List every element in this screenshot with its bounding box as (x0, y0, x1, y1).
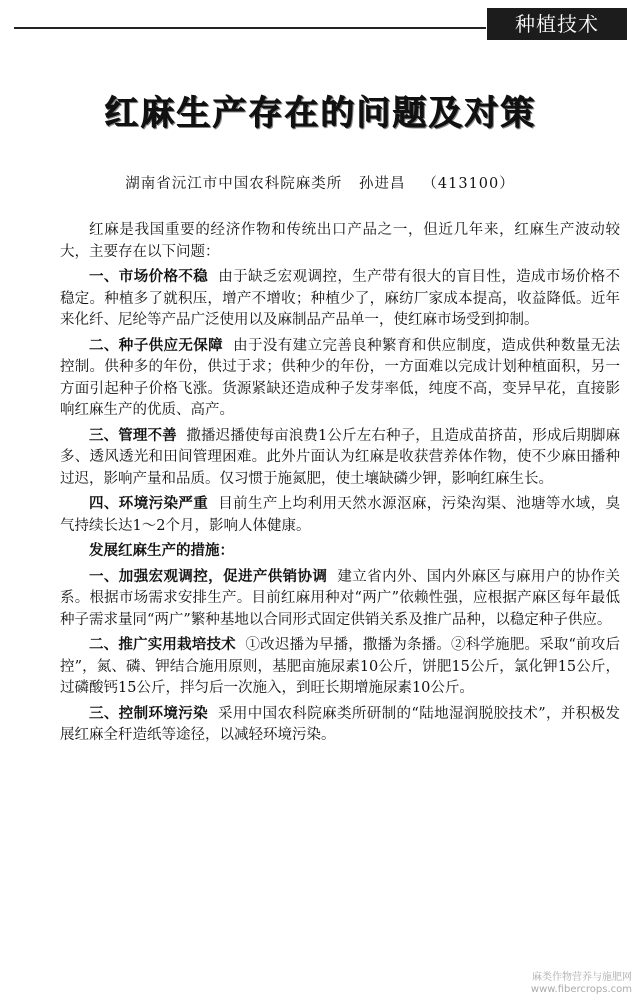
watermark-url: www.fibercrops.com (530, 984, 632, 995)
measure-text: ①改迟播为早播，撒播为条播。②科学施肥。采取“前攻后控”，氮、磷、钾结合施用原则，基肥亩施尿素10公斤，饼肥15公斤，氯化钾15公斤，过磷酸钙15公斤，拌匀后一次施入，到旺长期增施尿素10公斤。 (60, 637, 620, 696)
measures-heading: 发展红麻生产的措施： (89, 543, 234, 559)
problem-paragraph (60, 426, 620, 491)
problem-paragraph (60, 336, 620, 422)
problem-text: 撒播迟播使每亩浪费1公斤左右种子，且造成苗挤苗，形成后期脚麻多、透风透光和田间管理困难。此外片面认为红麻是收获营养体作物，使不少麻田播种过迟，影响产量和品质。仅习惯于施氮肥，使土壤缺磷少钾，影响红麻生长。 (60, 427, 621, 487)
problem-text: 由于缺乏宏观调控，生产带有很大的盲目性，造成市场价格不稳定。种植多了就积压，增产不增收；种植少了，麻纺厂家成本提高，收益降低。近年来化纤、尼纶等产品广泛使用以及麻制品产品单一，使红麻市场受到抑制。 (60, 269, 621, 328)
problem-text: 目前生产上均利用天然水源沤麻，污染沟渠、池塘等水域，臭气持续长达1～2个月，影响人体健康。 (60, 496, 621, 534)
watermark-line: 麻类作物营养与施肥网 (532, 972, 632, 983)
problem-heading: 一、市场价格不稳 (89, 269, 209, 285)
problem-paragraph (60, 267, 620, 332)
measure-text: 建立省内外、国内外麻区与麻用户的协作关系。根据市场需求安排生产。目前红麻用种对“两广”依赖性强，应根据产麻区每年最低种子需求量同“两广”繁种基地以合同形式固定供销关系及推广品种，以稳定种子供应。 (60, 568, 621, 628)
problem-heading: 四、环境污染严重 (89, 496, 209, 512)
author-byline: 湖南省沅江市中国农科院麻类所 孙进昌 （413100） (125, 176, 515, 192)
measure-paragraph (60, 635, 620, 700)
problem-heading: 三、管理不善 (89, 427, 177, 444)
measure-heading: 二、推广实用栽培技术 (89, 637, 236, 653)
article-body (60, 220, 620, 751)
section-tag: 种植技术 (487, 8, 627, 40)
measure-heading: 一、加强宏观调控，促进产供销协调 (89, 568, 328, 585)
watermark (531, 972, 632, 996)
problem-heading: 二、种子供应无保障 (89, 337, 224, 354)
measure-text: 采用中国农科院麻类所研制的“陆地湿润脱胶技术”，并积极发展红麻全秆造纸等途径，以减轻环境污染。 (60, 705, 621, 743)
problem-text: 由于没有建立完善良种繁育和供应制度，造成供种数量无法控制。供种多的年份，供过于求；供种少的年份，一方面难以完成计划种植面积，另一方面引起种子价格飞涨。货源紧缺还造成种子发芽率低，纯度不高，变异早花，直接影响红麻生产的优质、高产。 (60, 337, 621, 418)
header-rule (14, 27, 486, 29)
article-title: 红麻生产存在的问题及对策 (104, 93, 536, 133)
intro-paragraph: 红麻是我国重要的经济作物和传统出口产品之一，但近几年来，红麻生产波动较大，主要存在以下问题： (60, 222, 620, 260)
measure-paragraph (60, 567, 620, 632)
measure-paragraph (60, 704, 620, 747)
problem-paragraph (60, 494, 620, 537)
measure-heading: 三、控制环境污染 (89, 705, 209, 722)
